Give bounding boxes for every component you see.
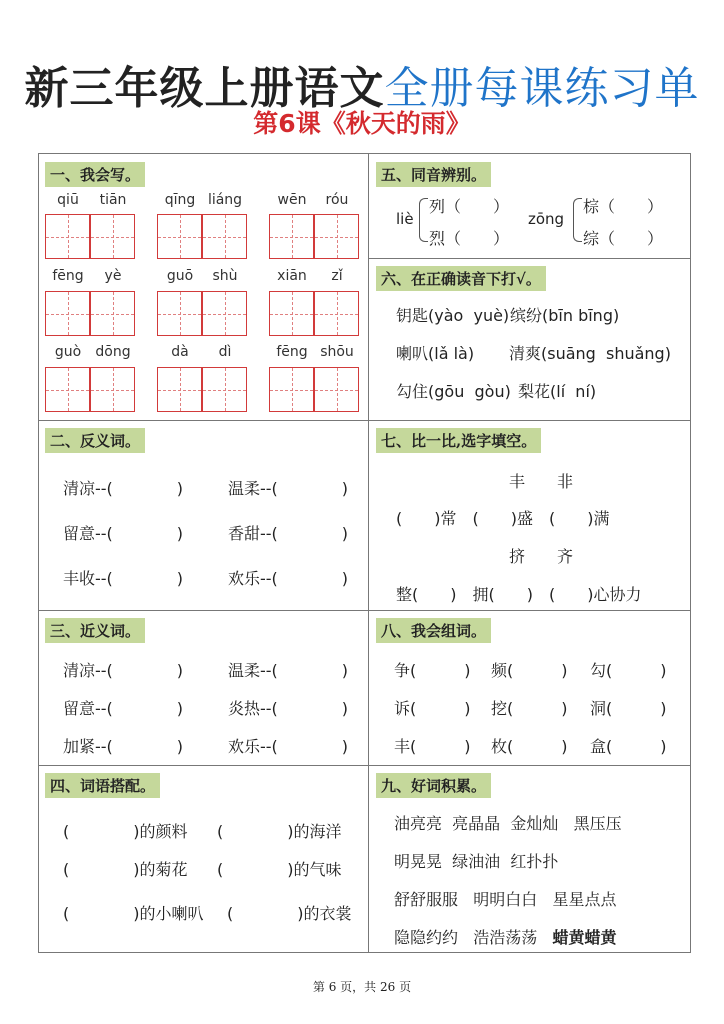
pinyin: zōng [528,210,565,228]
writing-box[interactable] [45,367,90,412]
writing-box[interactable] [202,291,247,336]
writing-box[interactable] [202,367,247,412]
divider [39,610,690,611]
pinyin-label: guò [54,344,82,360]
word-line [394,925,617,948]
writing-box[interactable] [90,214,135,259]
writing-box[interactable] [45,214,90,259]
pinyin: liè [396,210,414,228]
section-label: 四、词语搭配。 [45,773,160,798]
word-group-item: 盒( ) [590,737,667,756]
section-label: 一、我会写。 [45,162,145,187]
synonym-item: 欢乐--( ) [228,737,349,756]
writing-box[interactable] [45,291,90,336]
divider [368,154,369,952]
writing-box[interactable] [157,367,202,412]
word-group-item: 频( ) [491,661,568,680]
char-pair: 挤 齐 [509,547,574,566]
page-footer: 第 6 页，共 26 页 [312,980,412,994]
pinyin-label: qīng [164,192,196,208]
pinyin-label: yè [104,268,122,284]
writing-box[interactable] [202,214,247,259]
match-item: ( )的小喇叭 [63,904,204,923]
homophone-item: 棕（ ） [583,197,664,216]
section-label: 九、好词积累。 [376,773,491,798]
reading-item: 缤纷(bīn bīng) [510,306,620,325]
writing-box[interactable] [90,367,135,412]
exercise-table [38,153,691,953]
reading-item: 喇叭(lǎ là) [396,344,475,363]
reading-item: 勾住(gōu gòu) [396,382,511,401]
fill-row: 整( ) 拥( ) ( )心协力 [396,585,642,604]
pinyin-label: zǐ [331,268,343,284]
word-group-item: 枚( ) [491,737,568,756]
brace [573,198,582,242]
pinyin-label: róu [325,192,349,208]
match-item: ( )的海洋 [217,822,342,841]
reading-item: 清爽(suāng shuǎng) [509,344,671,363]
divider [368,420,690,421]
reading-item: 钥匙(yào yuè) [396,306,510,325]
word-group-item: 洞( ) [590,699,667,718]
writing-box[interactable] [314,291,359,336]
divider [368,258,690,259]
reading-item: 梨花(lí ní) [518,382,597,401]
pinyin-label: shù [212,268,238,284]
match-item: ( )的衣裳 [227,904,352,923]
section-label: 二、反义词。 [45,428,145,453]
word-group-item: 挖( ) [491,699,568,718]
writing-box[interactable] [269,291,314,336]
section-label: 五、同音辨别。 [376,162,491,187]
lesson-subtitle: 第6课《秋天的雨》 [253,109,471,138]
pinyin-label: dì [218,344,232,360]
antonym-item: 欢乐--( ) [228,569,349,588]
synonym-item: 炎热--( ) [228,699,349,718]
writing-box[interactable] [269,214,314,259]
synonym-item: 温柔--( ) [228,661,349,680]
match-item: ( )的气味 [217,860,342,879]
pinyin-label: fēng [276,344,308,360]
pinyin-label: dà [171,344,189,360]
synonym-item: 加紧--( ) [63,737,184,756]
word-group-item: 丰( ) [394,737,471,756]
section-label: 六、在正确读音下打√。 [376,266,546,291]
word-group-item: 诉( ) [394,699,471,718]
brace [419,198,428,242]
pinyin-label: dōng [95,344,131,360]
word-group-item: 争( ) [394,661,471,680]
title-blue: 全册每课练习单 [384,63,700,114]
section-label: 七、比一比,选字填空。 [376,428,541,453]
writing-box[interactable] [157,291,202,336]
antonym-item: 清凉--( ) [63,479,184,498]
word-line: 油亮亮 亮晶晶 金灿灿 黑压压 [394,814,622,833]
pinyin-label: wēn [277,192,307,208]
antonym-item: 温柔--( ) [228,479,349,498]
fill-row: ( )常 ( )盛 ( )满 [396,509,610,528]
pinyin-label: liáng [207,192,243,208]
writing-box[interactable] [90,291,135,336]
word-group-item: 勾( ) [590,661,667,680]
pinyin-label: shōu [320,344,354,360]
divider [39,420,369,421]
char-pair: 丰 非 [509,472,574,491]
section-label: 八、我会组词。 [376,618,491,643]
homophone-item: 列（ ） [429,197,510,216]
antonym-item: 留意--( ) [63,524,184,543]
antonym-item: 香甜--( ) [228,524,349,543]
homophone-item: 综（ ） [583,229,664,248]
title-black: 新三年级上册语文 [24,63,385,114]
writing-box[interactable] [314,367,359,412]
writing-box[interactable] [269,367,314,412]
pinyin-label: xiān [277,268,307,284]
antonym-item: 丰收--( ) [63,569,184,588]
match-item: ( )的颜料 [63,822,188,841]
pinyin-label: tiān [99,192,127,208]
pinyin-label: fēng [52,268,84,284]
match-item: ( )的菊花 [63,860,188,879]
section-label: 三、近义词。 [45,618,145,643]
word-line: 舒舒服服 明明白白 星星点点 [394,890,617,909]
word-line: 明晃晃 绿油油 红扑扑 [394,852,559,871]
word-line-text: 隐隐约约 浩浩荡荡 [394,928,553,947]
synonym-item: 清凉--( ) [63,661,184,680]
synonym-item: 留意--( ) [63,699,184,718]
writing-box[interactable] [314,214,359,259]
divider [39,765,690,766]
bold-word: 蜡黄蜡黄 [552,928,617,947]
pinyin-label: guō [166,268,194,284]
pinyin-label: qiū [57,192,79,208]
writing-box[interactable] [157,214,202,259]
homophone-item: 烈（ ） [429,229,510,248]
